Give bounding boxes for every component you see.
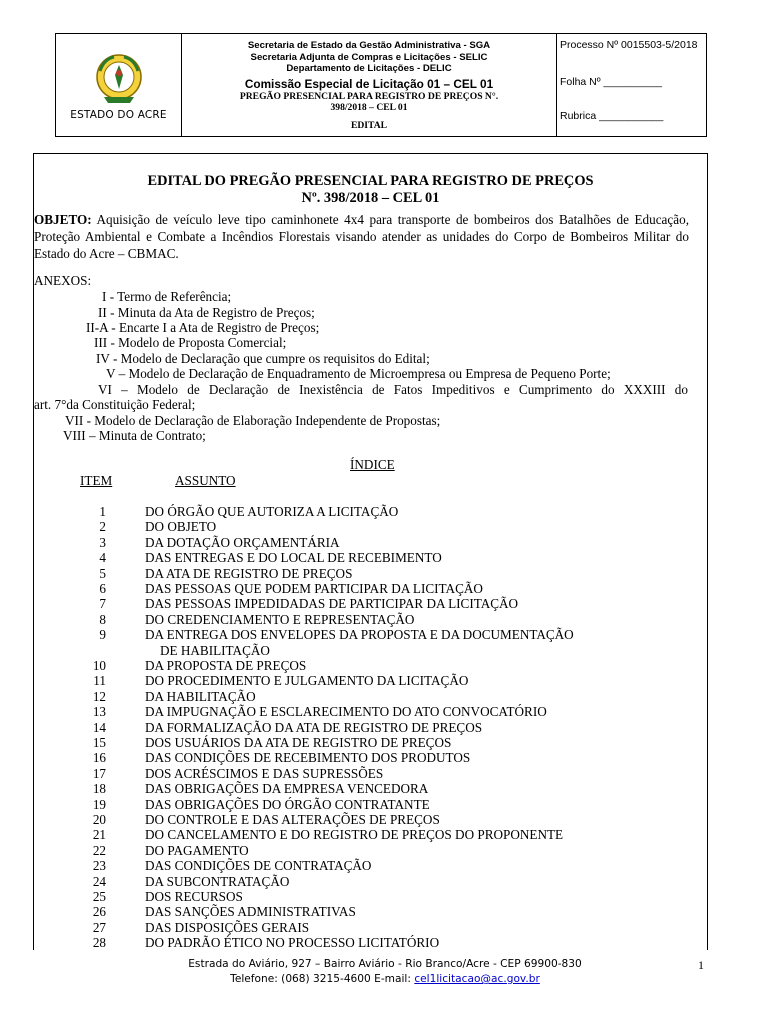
annex-item: VIII – Minuta de Contrato; bbox=[63, 428, 206, 443]
pregao-line-1: PREGÃO PRESENCIAL PARA REGISTRO DE PREÇOS N°. bbox=[239, 90, 499, 102]
index-item-subject: DOS USUÁRIOS DA ATA DE REGISTRO DE PREÇOS bbox=[145, 735, 452, 750]
header-logo-cell bbox=[56, 34, 182, 136]
header-agency-cell bbox=[182, 34, 557, 136]
index-item-number: 25 bbox=[92, 889, 106, 904]
annex-item: VII - Modelo de Declaração de Elaboração Independente de Propostas; bbox=[65, 413, 441, 428]
index-item-subject: DAS PESSOAS IMPEDIDADAS DE PARTICIPAR DA LICITAÇÃO bbox=[145, 596, 519, 612]
footer-phone: Telefone: (068) 3215-4600 E-mail: bbox=[230, 973, 415, 985]
index-item-number: 24 bbox=[92, 873, 106, 889]
index-item-subject: DA ATA DE REGISTRO DE PREÇOS bbox=[145, 565, 353, 581]
footer-address: Estrada do Aviário, 927 – Bairro Aviário - Rio Branco/Acre - CEP 69900-830 bbox=[188, 958, 582, 970]
index-heading: ÍNDICE bbox=[350, 457, 395, 472]
index-item-subject: DAS PESSOAS QUE PODEM PARTICIPAR DA LICITAÇÃO bbox=[145, 581, 483, 596]
index-item-subject: DO PAGAMENTO bbox=[145, 842, 249, 858]
index-item-number: 16 bbox=[92, 750, 106, 766]
index-item-number: 11 bbox=[93, 673, 106, 689]
index-item-number: 22 bbox=[92, 842, 106, 858]
agency-line-2: Secretaria Adjunta de Compras e Licitações - SELIC bbox=[250, 51, 488, 63]
index-item-subject: DO ÓRGÃO QUE AUTORIZA A LICITAÇÃO bbox=[145, 504, 399, 519]
object-label: OBJETO: bbox=[34, 212, 92, 227]
index-item-number: 12 bbox=[92, 688, 106, 704]
annex-item: art. 7°da Constituição Federal; bbox=[34, 397, 196, 412]
agency-line-3: Departamento de Licitações - DELIC bbox=[286, 63, 452, 74]
index-item-subject: DA HABILITAÇÃO bbox=[145, 688, 256, 704]
index-item-subject: DOS ACRÉSCIMOS E DAS SUPRESSÕES bbox=[145, 765, 384, 781]
index-item-subject: DAS DISPOSIÇÕES GERAIS bbox=[145, 919, 310, 935]
index-item-number: 8 bbox=[99, 611, 106, 627]
index-item-number: 14 bbox=[92, 719, 106, 735]
index-item-subject: DO CREDENCIAMENTO E REPRESENTAÇÃO bbox=[145, 611, 415, 627]
index-item-number: 27 bbox=[92, 919, 106, 935]
index-item-subject: DA IMPUGNAÇÃO E ESCLARECIMENTO DO ATO CONVOCATÓRIO bbox=[145, 704, 547, 720]
index-item-subject: DO PADRÃO ÉTICO NO PROCESSO LICITATÓRIO bbox=[145, 935, 440, 951]
index-item-number: 1 bbox=[99, 504, 106, 519]
index-item-number: 7 bbox=[99, 596, 106, 612]
edital-label: EDITAL bbox=[350, 119, 388, 131]
document-title-line-2: Nº. 398/2018 – CEL 01 bbox=[301, 190, 440, 206]
index-item-number: 10 bbox=[92, 658, 106, 673]
index-item-number: 19 bbox=[92, 796, 106, 812]
header-process-cell bbox=[557, 34, 706, 136]
index-item-number: 9 bbox=[99, 627, 106, 643]
annex-item: II - Minuta da Ata de Registro de Preços; bbox=[98, 305, 315, 320]
index-item-subject: DAS CONDIÇÕES DE CONTRATAÇÃO bbox=[145, 858, 372, 874]
index-item-number: 23 bbox=[92, 858, 106, 874]
index-item-subject: DO CANCELAMENTO E DO REGISTRO DE PREÇOS DO PROPONENTE bbox=[145, 827, 564, 843]
index-item-subject: DO OBJETO bbox=[145, 519, 217, 535]
index-item-subject: DAS SANÇÕES ADMINISTRATIVAS bbox=[145, 904, 356, 920]
index-item-subject: DAS ENTREGAS E DO LOCAL DE RECEBIMENTO bbox=[145, 550, 442, 566]
annex-item: I - Termo de Referência; bbox=[102, 289, 232, 304]
index-column-subject: ASSUNTO bbox=[175, 473, 236, 488]
annex-item: III - Modelo de Proposta Comercial; bbox=[94, 335, 287, 350]
footer-contact bbox=[0, 973, 770, 985]
process-number: Processo Nº 0015503-5/2018 bbox=[560, 39, 698, 51]
index-item-subject: DO CONTROLE E DAS ALTERAÇÕES DE PREÇOS bbox=[145, 812, 440, 827]
index-item-subject: DA SUBCONTRATAÇÃO bbox=[145, 873, 290, 889]
index-item-number: 5 bbox=[99, 565, 106, 581]
commission-name: Comissão Especial de Licitação 01 – CEL 01 bbox=[244, 76, 494, 91]
index-item-number: 26 bbox=[92, 904, 106, 920]
index-item-number: 18 bbox=[92, 781, 106, 797]
index-item-subject-continued: DE HABILITAÇÃO bbox=[160, 642, 270, 658]
pregao-line-2: 398/2018 – CEL 01 bbox=[330, 101, 408, 113]
footer-email-link[interactable]: cel1licitacao@ac.gov.br bbox=[414, 973, 540, 985]
index-item-subject: DAS OBRIGAÇÕES DA EMPRESA VENCEDORA bbox=[145, 781, 429, 797]
document-header bbox=[55, 33, 707, 137]
signature-field: Rubrica ___________ bbox=[560, 110, 664, 122]
annex-item: II-A - Encarte I a Ata de Registro de Preços; bbox=[86, 320, 320, 335]
index-item-number: 17 bbox=[92, 765, 106, 781]
index-item-subject: DOS RECURSOS bbox=[145, 889, 243, 904]
page-number: 1 bbox=[698, 958, 704, 972]
annexes-label: ANEXOS: bbox=[34, 273, 92, 288]
index-item-number: 21 bbox=[92, 827, 106, 843]
index-item-subject: DA DOTAÇÃO ORÇAMENTÁRIA bbox=[145, 534, 340, 550]
index-item-subject: DA FORMALIZAÇÃO DA ATA DE REGISTRO DE PREÇOS bbox=[145, 719, 483, 735]
annex-item: VI – Modelo de Declaração de Inexistência de Fatos Impeditivos e Cumprimento do XXXIII do bbox=[98, 382, 688, 397]
index-item-subject: DA ENTREGA DOS ENVELOPES DA PROPOSTA E DA DOCUMENTAÇÃO bbox=[145, 627, 574, 643]
index-item-subject: DAS CONDIÇÕES DE RECEBIMENTO DOS PRODUTOS bbox=[145, 750, 471, 766]
index-item-number: 6 bbox=[99, 581, 106, 596]
state-label: ESTADO DO ACRE bbox=[70, 109, 167, 121]
index-item-number: 15 bbox=[92, 735, 106, 750]
index-item-number: 2 bbox=[99, 519, 106, 535]
document-body bbox=[33, 153, 708, 950]
state-coat-of-arms-icon bbox=[94, 51, 144, 107]
index-item-number: 4 bbox=[99, 550, 106, 566]
index-column-item: ITEM bbox=[80, 473, 113, 488]
index-item-subject: DAS OBRIGAÇÕES DO ÓRGÃO CONTRATANTE bbox=[145, 796, 430, 812]
index-item-subject: DA PROPOSTA DE PREÇOS bbox=[145, 658, 307, 673]
sheet-number-field: Folha Nº __________ bbox=[560, 76, 662, 88]
document-title-line-1: EDITAL DO PREGÃO PRESENCIAL PARA REGISTRO DE PREÇOS bbox=[147, 173, 594, 189]
index-item-number: 3 bbox=[99, 534, 106, 550]
index-item-number: 28 bbox=[92, 935, 106, 951]
index-item-subject: DO PROCEDIMENTO E JULGAMENTO DA LICITAÇÃO bbox=[145, 673, 469, 689]
index-item-number: 20 bbox=[92, 812, 106, 827]
object-text: Aquisição de veículo leve tipo caminhonete 4x4 para transporte de bombeiros dos Batalhões de Educação, Proteção Ambiental e Combate a Incêndios Florestais visando atender as unidades do Corpo de Bombeiros Militar do Estado do Acre – CBMAC. bbox=[34, 212, 689, 261]
object-paragraph bbox=[34, 211, 689, 262]
annex-item: IV - Modelo de Declaração que cumpre os requisitos do Edital; bbox=[96, 351, 430, 366]
agency-line-1: Secretaria de Estado da Gestão Administrativa - SGA bbox=[247, 40, 491, 51]
annex-item: V – Modelo de Declaração de Enquadramento de Microempresa ou Empresa de Pequeno Porte; bbox=[106, 366, 611, 381]
index-item-number: 13 bbox=[92, 704, 106, 720]
